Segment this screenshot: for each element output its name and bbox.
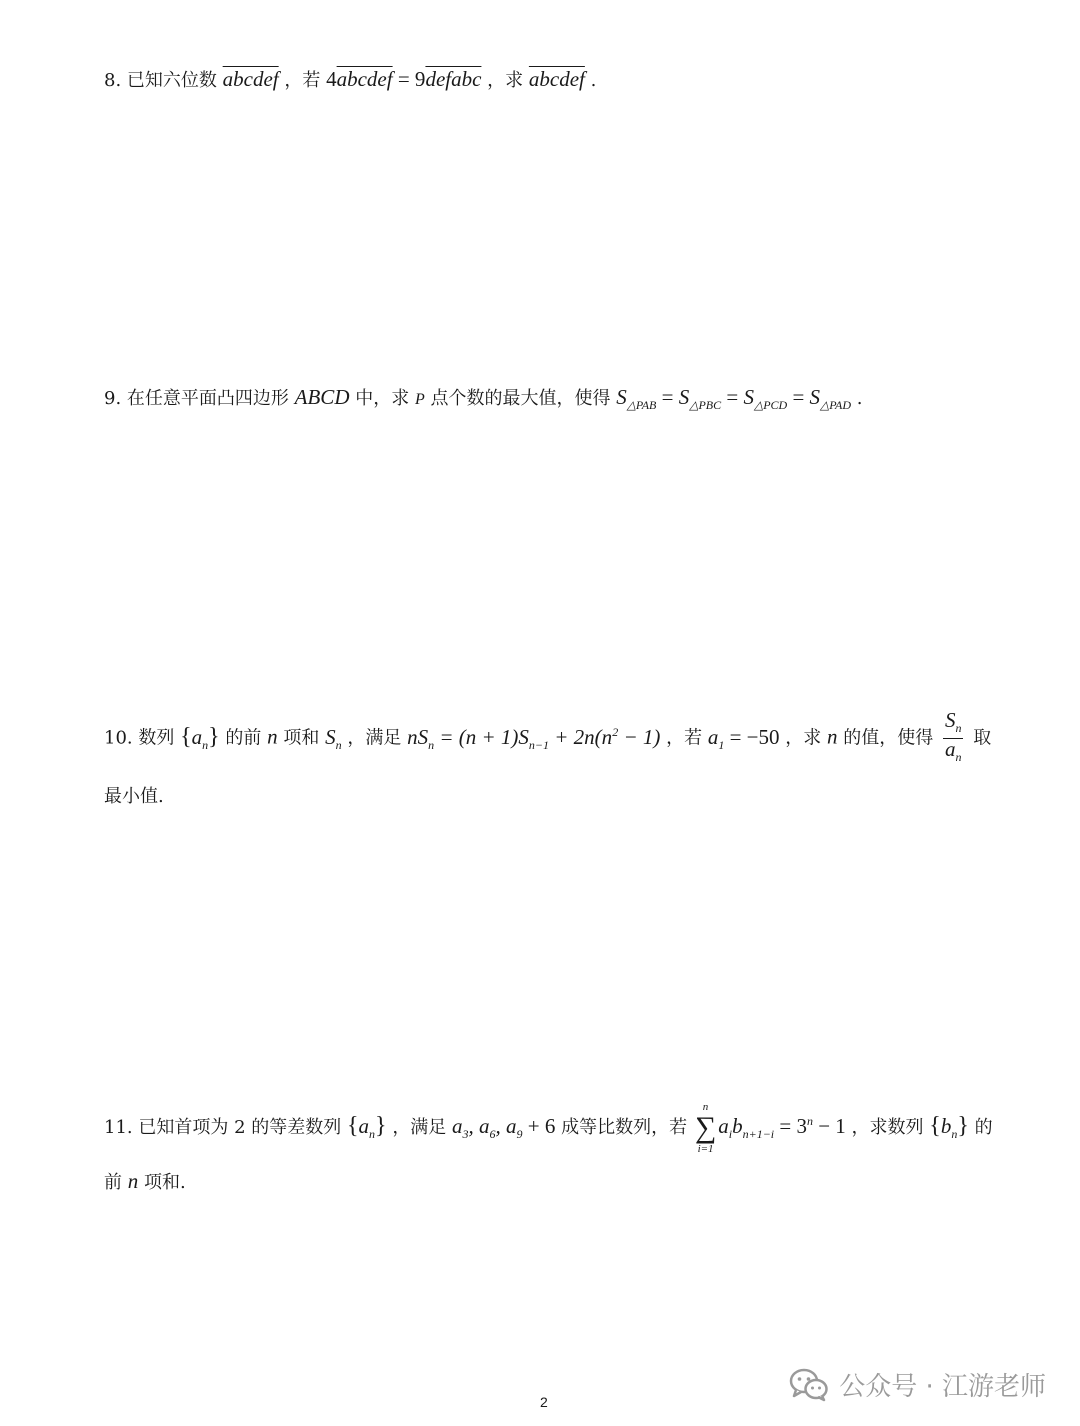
math-part: nS: [407, 724, 429, 749]
math-area-equation: [616, 385, 852, 413]
problem-text: 在任意平面凸四边形: [126, 388, 289, 409]
watermark-text: 公众号 · 江游老师: [839, 1372, 1046, 1402]
math-n: n: [826, 724, 838, 749]
page-number: 2: [540, 1394, 548, 1410]
math-sub: 3: [462, 1127, 469, 1142]
problem-text: 项和.: [143, 1172, 186, 1193]
problem-text: 点个数的最大值，使得: [430, 388, 611, 409]
math-s: S: [678, 385, 690, 409]
problem-text: ，满足: [347, 727, 402, 749]
problem-text: 已知首项为 2 的等差数列: [138, 1117, 342, 1138]
math-a: a: [707, 724, 719, 749]
math-quadrilateral: ABCD: [294, 385, 350, 409]
math-sub: i: [728, 1127, 733, 1142]
problem-text: 成等比数列，若: [561, 1117, 688, 1138]
math-part: + 2n(n: [549, 724, 613, 749]
problem-text: 取: [973, 727, 992, 749]
math-sub: n: [428, 737, 435, 752]
math-sub: △PCD: [753, 398, 788, 413]
math-sub: 9: [516, 1127, 523, 1142]
math-number: defabc: [425, 67, 482, 91]
math-sub: △PBC: [689, 398, 722, 413]
math-sub: △PAB: [626, 398, 657, 413]
math-sub: 1: [718, 737, 725, 752]
problem-number: 8.: [104, 70, 122, 91]
math-n: n: [267, 724, 278, 749]
math-summand: [718, 1114, 846, 1142]
math-coefficient: 4: [326, 67, 337, 91]
problem-text: ，若: [284, 70, 321, 91]
math-b: b: [940, 1114, 952, 1138]
math-sub: n: [951, 1127, 958, 1142]
math-sup: 2: [612, 724, 619, 739]
math-sequence: $\{a_n\}$: [180, 723, 220, 752]
problem-9: [104, 382, 863, 420]
math-sub: n: [955, 750, 962, 765]
math-number: abcdef: [336, 67, 393, 91]
math-value: = −50: [724, 724, 780, 749]
math-sequence: $\{a_n\}$: [347, 1113, 387, 1142]
problem-text: 已知六位数: [126, 70, 217, 91]
math-fraction: [943, 710, 964, 767]
watermark: [789, 1366, 1046, 1403]
problem-text: .: [590, 70, 597, 91]
math-equals: =: [721, 385, 744, 409]
math-equals: = 9: [392, 67, 426, 91]
math-sub: n: [335, 737, 342, 752]
problem-10: [104, 710, 991, 767]
math-s: S: [809, 385, 821, 409]
problem-8: [104, 64, 596, 96]
math-sub: n: [202, 737, 209, 752]
math-part: − 1): [618, 724, 661, 749]
math-s: S: [325, 724, 336, 749]
wechat-icon: [789, 1368, 829, 1402]
math-n: n: [127, 1169, 139, 1193]
problem-text: 数列: [138, 727, 175, 749]
math-equals: =: [787, 385, 810, 409]
math-s: S: [616, 385, 627, 409]
problem-number: 10.: [104, 727, 133, 749]
math-value: + 6: [522, 1114, 556, 1138]
math-s: S: [944, 708, 956, 732]
math-a: a: [718, 1114, 729, 1138]
problem-text: ，求: [785, 727, 822, 749]
problem-text: 中，求: [355, 388, 410, 409]
math-s: S: [743, 385, 754, 409]
math-point: P: [414, 391, 425, 408]
problem-text: ，若: [666, 727, 703, 749]
math-recurrence: [407, 724, 661, 752]
math-six-digit-number: abcdef: [222, 67, 279, 91]
math-sub: △PAD: [820, 398, 852, 413]
problem-text: ，求: [487, 70, 524, 91]
math-sequence: $\{b_n\}$: [929, 1113, 969, 1142]
math-a: a: [452, 1114, 463, 1138]
math-summation: [695, 1100, 716, 1156]
problem-text: 的值，使得: [843, 727, 934, 749]
math-initial-term: [707, 724, 780, 752]
math-sum-upper: n: [702, 1101, 709, 1113]
problem-text: 前: [104, 1172, 122, 1193]
problem-text: 项和: [283, 727, 320, 749]
math-sup: n: [806, 1114, 813, 1128]
problem-11-line-2: [104, 1166, 186, 1198]
math-value: = 3: [774, 1114, 807, 1138]
problem-number: 9.: [104, 388, 122, 409]
math-sn: [325, 724, 342, 752]
math-sub: n: [955, 721, 962, 736]
problem-text: 的: [974, 1117, 993, 1138]
problem-11: [104, 1100, 993, 1156]
math-a: a: [944, 737, 956, 762]
math-sum-lower: i=1: [697, 1143, 714, 1155]
math-sub: n+1−i: [742, 1127, 775, 1142]
math-sigma: ∑: [694, 1111, 717, 1144]
math-a: , a: [468, 1114, 490, 1138]
math-number: abcdef: [528, 67, 585, 91]
math-sub: n: [369, 1127, 376, 1142]
math-sub: 6: [489, 1127, 496, 1142]
math-a: a: [191, 724, 203, 749]
problem-text: 的前: [225, 727, 262, 749]
problem-text: 最小值.: [104, 786, 164, 807]
math-value: − 1: [812, 1114, 846, 1138]
math-terms: [452, 1114, 556, 1142]
math-sub: n−1: [528, 737, 550, 752]
math-a: , a: [495, 1114, 517, 1138]
math-a: a: [358, 1114, 370, 1138]
math-b: b: [732, 1114, 743, 1138]
math-part: = (n + 1)S: [434, 724, 529, 749]
math-equals: =: [656, 385, 679, 409]
problem-text: .: [856, 388, 863, 409]
problem-number: 11.: [104, 1117, 133, 1138]
problem-10-line-2: [104, 782, 164, 812]
problem-text: ，满足: [392, 1117, 447, 1138]
problem-text: ，求数列: [851, 1117, 924, 1138]
